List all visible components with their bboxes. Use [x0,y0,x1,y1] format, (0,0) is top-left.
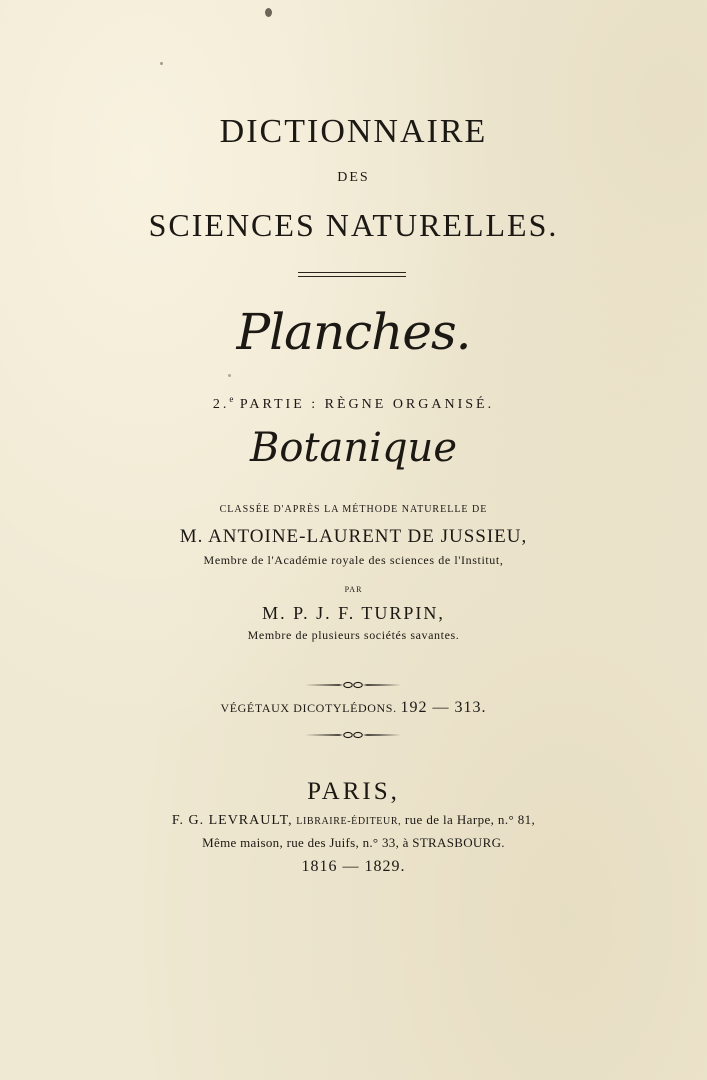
branch-address: Même maison, rue des Juifs, n.° 33, à STRASBOURG. [202,835,505,850]
ornament-divider [303,679,403,691]
book-title: DICTIONNAIRE [219,113,488,150]
ornament-divider [303,729,403,741]
part-text: PARTIE : RÈGNE ORGANISÉ. [233,397,495,412]
turpin-affiliation: Membre de plusieurs sociétés savantes. [247,628,460,642]
volume-line [0,700,707,716]
publisher-name: F. G. LEVRAULT, [171,813,293,828]
publisher-line [0,813,707,828]
turpin-name: M. P. J. F. TURPIN, [262,603,445,623]
imprint-city: PARIS, [307,778,400,805]
part-heading [0,395,707,412]
method-line: CLASSÉE D'APRÈS LA MÉTHODE NATURELLE DE [219,504,488,515]
ink-speck [228,374,231,377]
ink-speck [160,62,163,65]
plate-range: 192 — 313. [400,699,487,716]
botanique-heading: Botanique [250,425,457,471]
publisher-role: LIBRAIRE-ÉDITEUR, [296,816,402,827]
par-label: PAR [344,585,363,594]
ink-speck [265,8,272,17]
double-rule-divider [298,272,406,277]
jussieu-name: M. ANTOINE-LAURENT DE JUSSIEU, [179,526,528,547]
volume-label: VÉGÉTAUX DICOTYLÉDONS. [220,701,397,715]
title-connector: DES [337,170,370,185]
jussieu-affiliation: Membre de l'Académie royale des sciences de l'Institut, [203,553,504,567]
publisher-address: rue de la Harpe, n.° 81, [404,812,536,827]
publication-dates: 1816 — 1829. [301,858,406,875]
part-number: 2. [212,397,230,412]
book-subtitle: SCIENCES NATURELLES. [148,207,559,243]
part-superscript: e [229,394,234,404]
planches-heading: Planches. [236,303,471,361]
